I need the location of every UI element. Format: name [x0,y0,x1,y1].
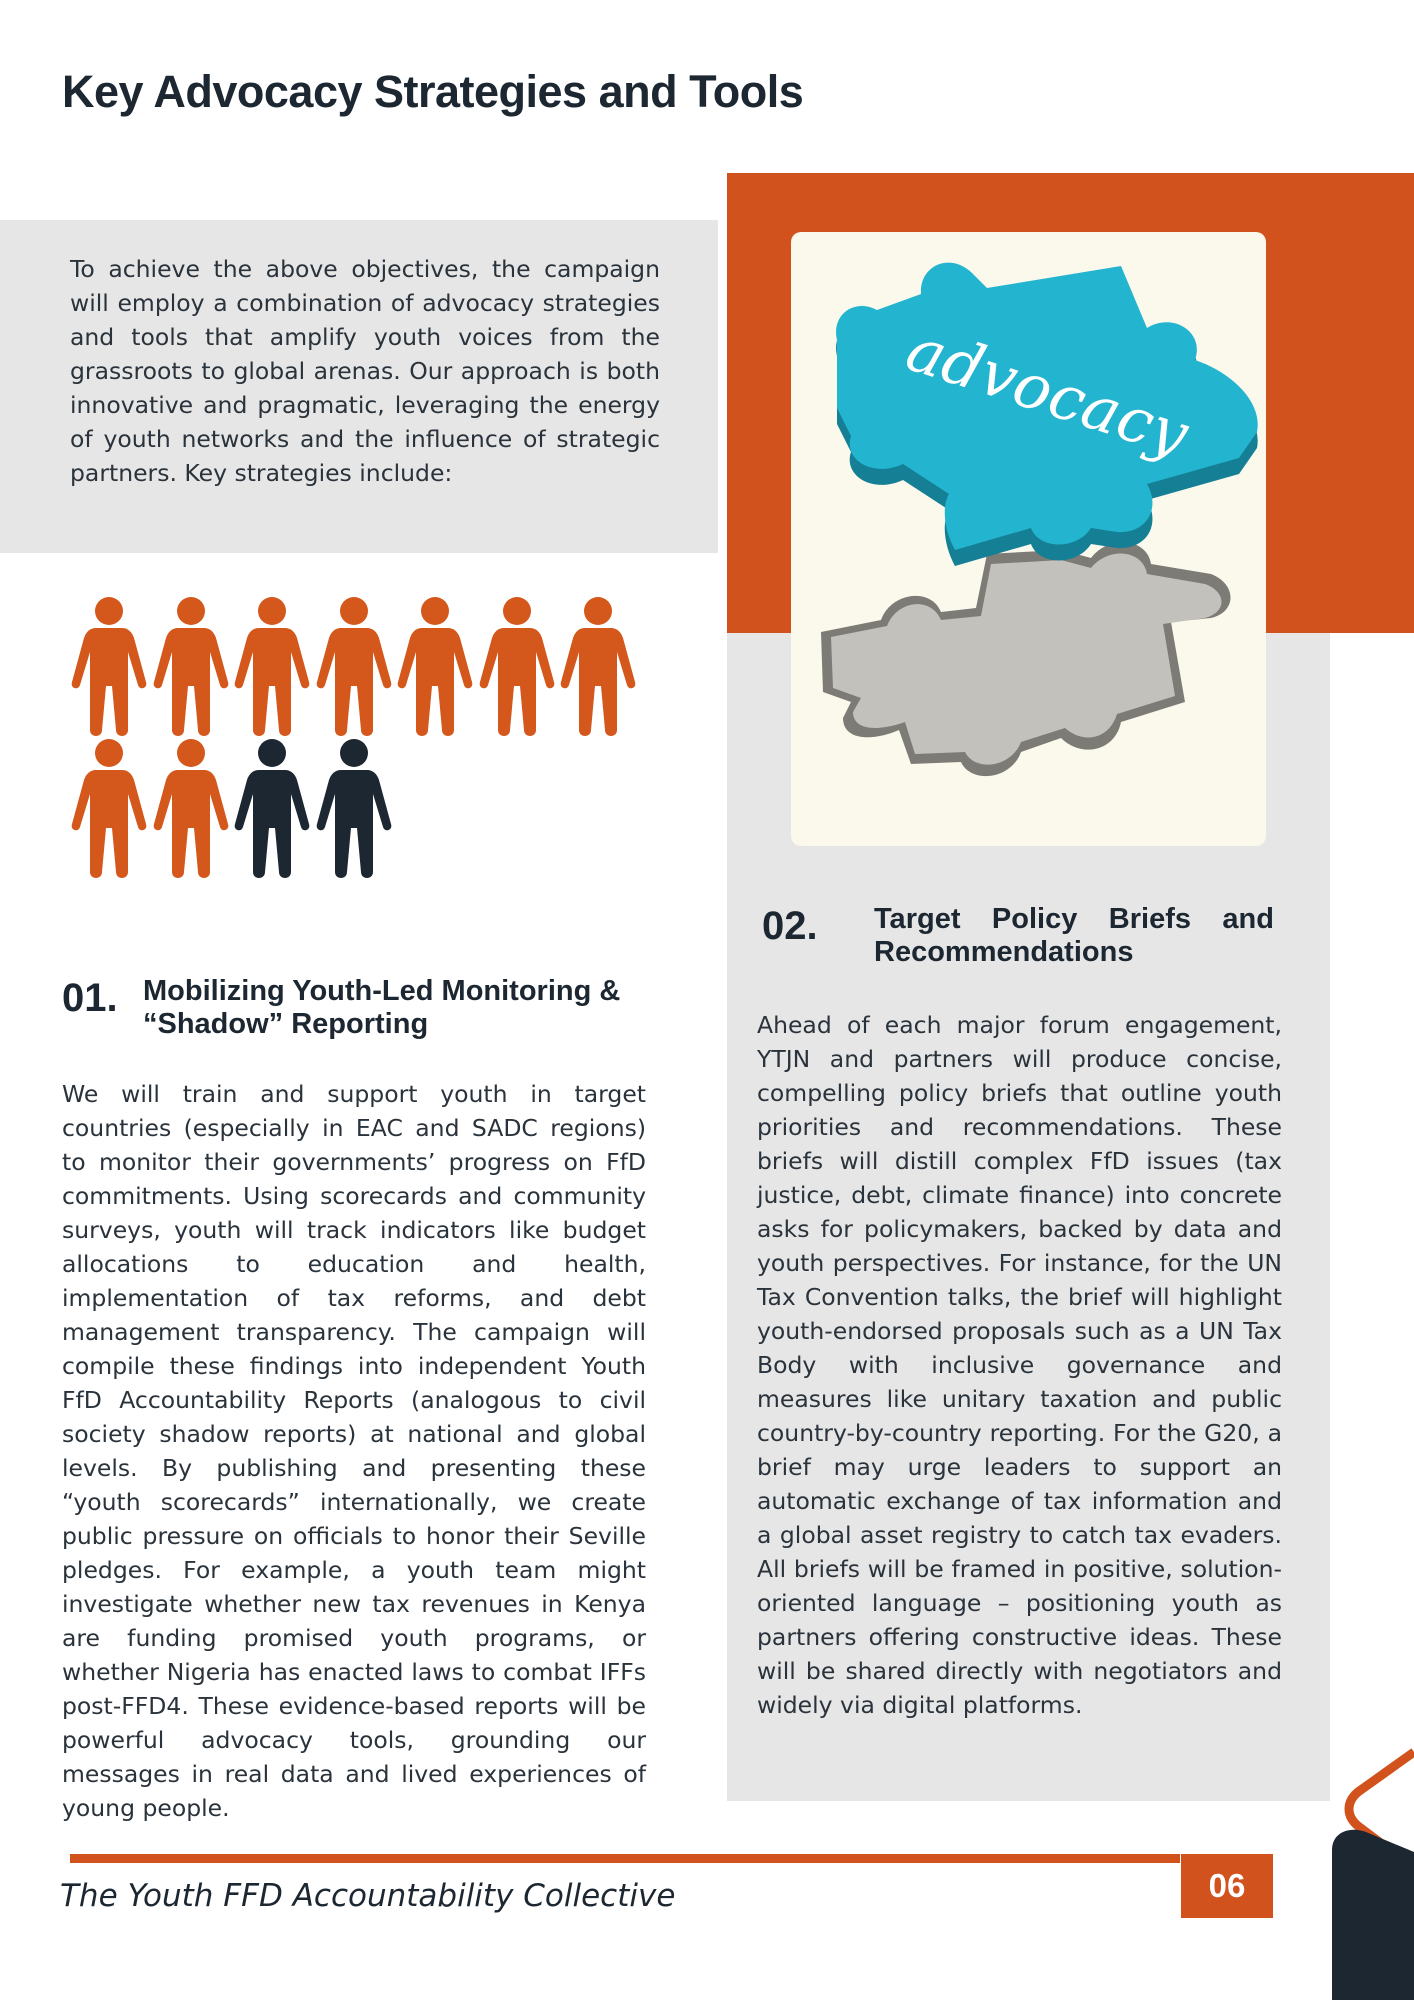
person-icon [557,596,639,738]
page-title: Key Advocacy Strategies and Tools [62,66,804,117]
section-02-body: Ahead of each major forum engagement, YTJN and partners will produce concise, compelling policy briefs that outline youth priorities and recommendations. These briefs will distill complex FfD issues (tax justice, debt, climate finance) into concrete asks for policymakers, backed by data and youth perspectives. For instance, for the UN Tax Convention talks, the brief will highlight youth-endorsed proposals such as a UN Tax Body with inclusive governance and measures like unitary taxation and public country-by-country reporting. For the G20, a brief may urge leaders to support an automatic exchange of tax information and a global asset registry to catch tax evaders. All briefs will be framed in positive, solution-oriented language – positioning youth as partners offering constructive ideas. These will be shared directly with negotiators and widely via digital platforms. [757,1011,1282,1719]
section-01-title: Mobilizing Youth-Led Monitoring & “Shadow” Reporting [143,975,621,1040]
page-number-badge: 06 [1181,1854,1273,1918]
section-02-number: 02. [762,904,818,948]
person-icon [313,738,395,880]
person-icon [68,596,150,738]
puzzle-piece-icon [791,232,1266,846]
person-icon [68,738,150,880]
person-icon [231,596,313,738]
section-01-number: 01. [62,976,118,1020]
person-icon [150,738,232,880]
person-icon [231,738,313,880]
advocacy-puzzle-image [791,232,1266,846]
section-01-body: We will train and support youth in target countries (especially in EAC and SADC regions) to monitor their governments’ progress on FfD commitments. Using scorecards and community surveys, youth will track indicators like budget allocations to education and health, implementation of tax reforms, and debt management transparency. The campaign will compile these findings into independent Youth FfD Accountability Reports (analogous to civil society shadow reports) at national and global levels. By publishing and presenting these “youth scorecards” internationally, we create public pressure on officials to honor their Seville pledges. For example, a youth team might investigate whether new tax revenues in Kenya are funding promised youth programs, or whether Nigeria has enacted laws to combat IFFs post-FFD4. These evidence-based reports will be powerful advocacy tools, grounding our messages in real data and lived experiences of young people. [62,1080,646,1822]
person-icon [313,596,395,738]
footer-collective-name: The Youth FFD Accountability Collective [60,1878,676,1914]
corner-decoration [1320,1740,1414,2000]
people-graphic [68,596,648,886]
puzzle-piece-text: advocacy [898,311,1198,472]
person-icon [150,596,232,738]
person-icon [394,596,476,738]
intro-paragraph: To achieve the above objectives, the campaign will employ a combination of advocacy strategies and tools that amplify youth voices from the grassroots to global arenas. Our approach is both innovative and pragmatic, leveraging the energy of youth networks and the influence of strategic partners. Key strategies include: [70,255,660,487]
footer-divider [70,1854,1180,1863]
person-icon [476,596,558,738]
section-02-title: Target Policy Briefs and Recommendations [874,903,1274,968]
